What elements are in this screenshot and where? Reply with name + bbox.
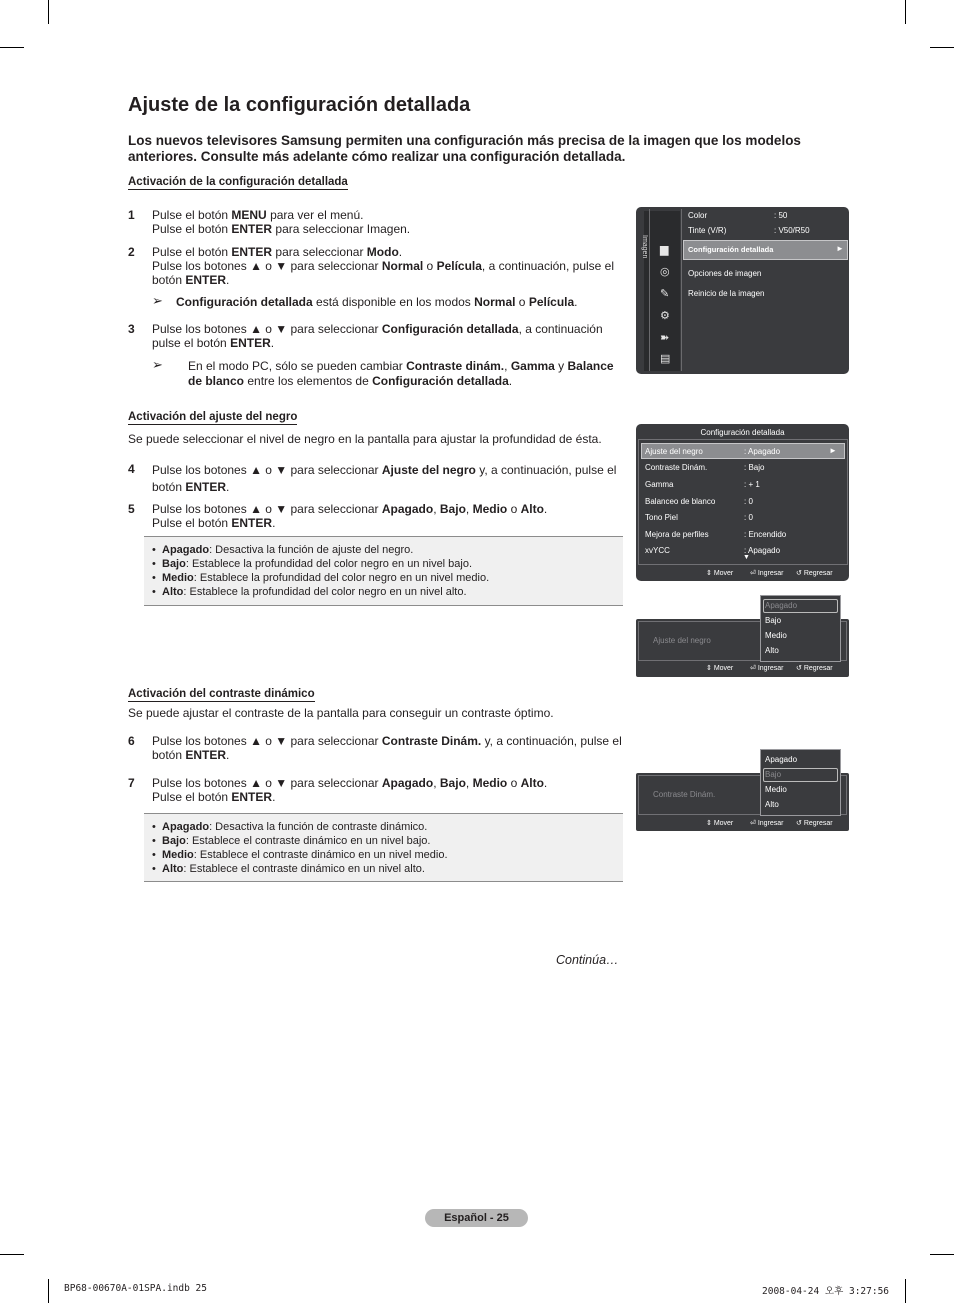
tv-menu-detailed — [636, 424, 849, 581]
list-item: • Apagado: Desactiva la función de contraste dinámico. — [162, 820, 623, 834]
setting-label: Contraste Dinám. — [653, 790, 716, 799]
menu-item-skin-tone[interactable]: Tono Piel — [645, 513, 678, 522]
setting-label: Ajuste del negro — [653, 636, 711, 645]
step-3: Pulse los botones ▲ o ▼ para seleccionar Configuración detallada, a continuación pulse el botón ENTER. — [152, 322, 603, 350]
contrast-options-box — [144, 813, 623, 882]
move-icon: ⇕ — [706, 570, 714, 577]
tv-menu-imagen — [636, 207, 849, 374]
arrow-right-icon: ► — [836, 244, 844, 253]
section-heading-contrast: Activación del contraste dinámico — [128, 688, 315, 700]
footer-enter: ⏎ Ingresar — [750, 570, 784, 577]
step-number: 3 — [128, 322, 135, 336]
menu-item-dyn-contrast[interactable]: Contraste Dinám. — [645, 463, 708, 472]
application-icon: ▤ — [660, 353, 671, 365]
footer-enter: ⏎ Ingresar — [750, 665, 784, 672]
step-number: 5 — [128, 502, 135, 516]
note-arrow-icon: ➢ — [152, 293, 163, 308]
step-1: Pulse el botón MENU para ver el menú. Pulse el botón ENTER para seleccionar Imagen. — [152, 208, 411, 236]
footer-enter: ⏎ Ingresar — [750, 820, 784, 827]
step-number: 1 — [128, 208, 135, 222]
list-item: • Alto: Establece la profundidad del color negro en un nivel alto. — [162, 585, 623, 599]
menu-item-edge[interactable]: Mejora de perfiles — [645, 530, 709, 539]
crop-mark — [905, 1279, 906, 1303]
step-number: 7 — [128, 776, 135, 790]
continues-label: Continúa… — [556, 953, 619, 967]
menu-item-xvycc[interactable]: xvYCC — [645, 546, 670, 555]
crop-mark — [48, 1279, 49, 1303]
section-heading-detailed: Activación de la configuración detallada — [128, 176, 348, 188]
option-bajo[interactable]: Bajo — [765, 616, 782, 625]
menu-item-white-balance[interactable]: Balanceo de blanco — [645, 497, 716, 506]
footer-return: ↺ Regresar — [796, 820, 833, 827]
move-icon: ⇕ — [706, 665, 714, 672]
footer-return: ↺ Regresar — [796, 570, 833, 577]
return-icon: ↺ — [796, 570, 804, 577]
footer-move: ⇕ Mover — [706, 820, 734, 827]
step-5: Pulse los botones ▲ o ▼ para seleccionar Apagado, Bajo, Medio o Alto. Pulse el botón ENTER. — [152, 502, 548, 530]
section-heading-black: Activación del ajuste del negro — [128, 411, 298, 423]
crop-mark — [930, 47, 954, 48]
intro-text: Los nuevos televisores Samsung permiten una configuración más precisa de la imagen que los modelos anteriores. Consulte más adelante cómo realizar una configuración detallada. — [128, 133, 801, 164]
option-medio[interactable]: Medio — [765, 631, 787, 640]
step-6: Pulse los botones ▲ o ▼ para seleccionar Contraste Dinám. y, a continuación, pulse el botón ENTER. — [152, 734, 622, 762]
option-alto[interactable]: Alto — [765, 646, 779, 655]
note-arrow-icon: ➢ — [152, 357, 163, 372]
crop-mark — [0, 1254, 24, 1255]
menu-value: : 0 — [744, 513, 753, 522]
crop-mark — [48, 0, 49, 24]
menu-item-black-adjust[interactable]: Ajuste del negro — [645, 447, 703, 456]
note-1: Configuración detallada está disponible en los modos Normal o Película. — [176, 295, 578, 309]
menu-item-detailed[interactable]: Configuración detallada — [688, 245, 774, 254]
section-desc: Se puede seleccionar el nivel de negro en la pantalla para ajustar la profundidad de ésta. — [128, 432, 602, 446]
option-apagado[interactable]: Apagado — [765, 601, 798, 610]
list-item: • Alto: Establece el contraste dinámico en un nivel alto. — [162, 862, 623, 876]
list-item: • Bajo: Establece el contraste dinámico en un nivel bajo. — [162, 834, 623, 848]
note-2: En el modo PC, sólo se pueden cambiar Contraste dinám., Gamma y Balance de blanco entre los elementos de Configuración detallada. — [188, 359, 614, 388]
move-icon: ⇕ — [706, 820, 714, 827]
return-icon: ↺ — [796, 665, 804, 672]
setup-icon: ⚙ — [660, 310, 670, 322]
option-bajo[interactable]: Bajo — [765, 770, 782, 779]
crop-mark — [905, 0, 906, 24]
step-number: 6 — [128, 734, 135, 748]
scroll-down-icon: ▼ — [743, 554, 750, 561]
menu-value: : 50 — [774, 211, 788, 220]
step-4: Pulse los botones ▲ o ▼ para seleccionar Ajuste del negro y, a continuación, pulse el botón ENTER. — [152, 463, 617, 494]
list-item: • Medio: Establece la profundidad del color negro en un nivel medio. — [162, 571, 623, 585]
menu-value: : Apagado — [744, 546, 781, 555]
footer-move: ⇕ Mover — [706, 665, 734, 672]
step-number: 2 — [128, 245, 135, 259]
page-number-badge: Español - 25 — [425, 1209, 528, 1227]
picture-icon: ▆ — [660, 244, 669, 256]
contrast-options-dropdown — [760, 749, 841, 816]
menu-item-color[interactable]: Color — [688, 211, 708, 220]
step-number: 4 — [128, 462, 135, 476]
channel-icon: ✎ — [660, 288, 670, 300]
crop-mark — [0, 47, 24, 48]
menu-value: : + 1 — [744, 480, 760, 489]
menu-side-label: Imagen — [641, 235, 648, 259]
menu-value: : 0 — [744, 497, 753, 506]
footer-return: ↺ Regresar — [796, 665, 833, 672]
menu-item-tint[interactable]: Tinte (V/R) — [688, 226, 727, 235]
list-item: • Medio: Establece el contraste dinámico en un nivel medio. — [162, 848, 623, 862]
option-apagado[interactable]: Apagado — [765, 755, 798, 764]
option-medio[interactable]: Medio — [765, 785, 787, 794]
return-icon: ↺ — [796, 820, 804, 827]
sound-icon: ◎ — [660, 266, 670, 278]
menu-item-reset[interactable]: Reinicio de la imagen — [688, 289, 765, 298]
menu-value: : V50/R50 — [774, 226, 810, 235]
menu-value: : Encendido — [744, 530, 787, 539]
enter-icon: ⏎ — [750, 665, 758, 672]
menu-value: : Apagado — [744, 447, 781, 456]
crop-mark — [930, 1254, 954, 1255]
section-desc: Se puede ajustar el contraste de la pantalla para conseguir un contraste óptimo. — [128, 706, 554, 720]
step-7: Pulse los botones ▲ o ▼ para seleccionar Apagado, Bajo, Medio o Alto. Pulse el botón ENTER. — [152, 776, 548, 804]
menu-value: : Bajo — [744, 463, 765, 472]
enter-icon: ⏎ — [750, 820, 758, 827]
list-item: • Apagado: Desactiva la función de ajuste del negro. — [162, 543, 623, 557]
input-icon: ➽ — [660, 332, 670, 344]
menu-header: Configuración detallada — [700, 428, 785, 437]
page-title: Ajuste de la configuración detallada — [128, 94, 471, 116]
arrow-right-icon: ► — [829, 446, 837, 455]
footer-timestamp: 2008-04-24 오후 3:27:56 — [762, 1286, 890, 1297]
footer-filename: BP68-00670A-01SPA.indb 25 — [64, 1283, 207, 1294]
enter-icon: ⏎ — [750, 570, 758, 577]
black-options-box — [144, 536, 623, 606]
step-2: Pulse el botón ENTER para seleccionar Modo. Pulse los botones ▲ o ▼ para seleccionar Normal o Película, a continuación, pulse el botón ENTER. — [152, 245, 615, 287]
menu-item-gamma[interactable]: Gamma — [645, 480, 674, 489]
option-alto[interactable]: Alto — [765, 800, 779, 809]
footer-move: ⇕ Mover — [706, 570, 734, 577]
list-item: • Bajo: Establece la profundidad del color negro en un nivel bajo. — [162, 557, 623, 571]
black-options-dropdown — [760, 595, 841, 662]
menu-item-options[interactable]: Opciones de imagen — [688, 269, 762, 278]
